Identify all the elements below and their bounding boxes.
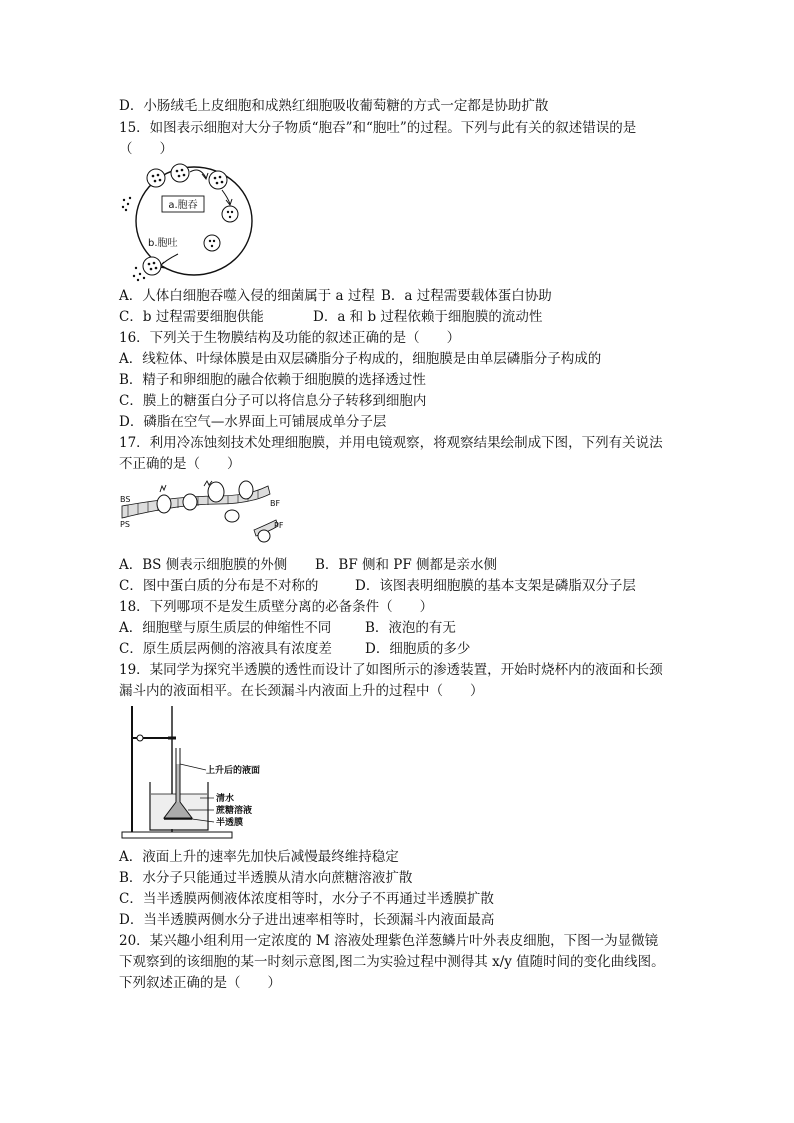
q19-stem-line-1: 19．某同学为探究半透膜的透性而设计了如图所示的渗透装置，开始时烧杯内的液面和长颈 — [119, 662, 663, 678]
q14-option-d: D．小肠绒毛上皮细胞和成熟红细胞吸收葡萄糖的方式一定都是协助扩散 — [119, 98, 549, 114]
endocytosis-exocytosis-figure — [118, 158, 268, 283]
q17-options-ab — [119, 555, 497, 575]
q17-stem-line-1: 17．利用冷冻蚀刻技术处理细胞膜，并用电镜观察，将观察结果绘制成下图，下列有关说法 — [119, 435, 663, 451]
q19-option-d: D．当半透膜两侧水分子进出速率相等时，长颈漏斗内液面最高 — [119, 912, 495, 928]
q19-stem-line-2: 漏斗内的液面相平。在长颈漏斗内液面上升的过程中（ ） — [119, 683, 484, 699]
q17-stem-line-2: 不正确的是（ ） — [119, 456, 241, 472]
q20-stem-line-2: 下观察到的该细胞的某一时刻示意图,图二为实验过程中测得其 x/y 值随时间的变化曲线图。 — [119, 954, 665, 970]
label-water: 清水 — [216, 794, 235, 804]
q15-option-c: C．b 过程需要细胞供能 — [119, 309, 264, 325]
label-endocytosis: a.胞吞 — [168, 200, 198, 211]
q18-stem: 18．下列哪项不是发生质壁分离的必备条件（ ） — [119, 599, 434, 615]
freeze-etch-membrane-figure — [118, 474, 288, 554]
q16-option-d: D．磷脂在空气—水界面上可铺展成单分子层 — [119, 414, 387, 430]
label-sucrose: 蔗糖溶液 — [216, 806, 253, 816]
q19-option-c: C．当半透膜两侧液体浓度相等时，水分子不再通过半透膜扩散 — [119, 891, 494, 907]
q16-stem: 16．下列关于生物膜结构及功能的叙述正确的是（ ） — [119, 330, 461, 346]
label-bf: BF — [270, 499, 281, 508]
label-membrane: 半透膜 — [216, 818, 244, 828]
q17-option-a: A．BS 侧表示细胞膜的外侧 — [119, 557, 288, 573]
label-exocytosis: b.胞吐 — [148, 238, 178, 249]
q16-option-c: C．膜上的糖蛋白分子可以将信息分子转移到细胞内 — [119, 393, 427, 409]
osmosis-apparatus-figure — [118, 702, 288, 842]
q15-option-b: B．a 过程需要载体蛋白协助 — [381, 288, 552, 304]
q15-options-cd — [119, 307, 542, 327]
label-ps: PS — [120, 520, 130, 529]
q15-options-ab — [119, 286, 552, 306]
q20-stem-line-3: 下列叙述正确的是（ ） — [119, 975, 281, 991]
q18-options-ab — [119, 618, 456, 638]
q18-option-a: A．细胞壁与原生质层的伸缩性不同 — [119, 620, 332, 636]
q18-option-b: B．液泡的有无 — [365, 620, 456, 636]
label-bs: BS — [120, 495, 131, 504]
q15-option-a: A．人体白细胞吞噬入侵的细菌属于 a 过程 — [119, 288, 375, 304]
q19-option-b: B．水分子只能通过半透膜从清水向蔗糖溶液扩散 — [119, 870, 413, 886]
label-pf: PF — [274, 521, 284, 530]
q16-option-a: A．线粒体、叶绿体膜是由双层磷脂分子构成的，细胞膜是由单层磷脂分子构成的 — [119, 351, 602, 367]
q19-option-a: A．液面上升的速率先加快后减慢最终维持稳定 — [119, 849, 399, 865]
q18-option-c: C．原生质层两侧的溶液具有浓度差 — [119, 641, 332, 657]
q15-stem-line-2: （ ） — [119, 141, 173, 157]
q17-option-d: D．该图表明细胞膜的基本支架是磷脂双分子层 — [355, 578, 636, 594]
label-risen-level: 上升后的液面 — [206, 766, 261, 776]
q16-option-b: B．精子和卵细胞的融合依赖于细胞膜的选择透过性 — [119, 372, 426, 388]
q18-options-cd — [119, 639, 470, 659]
q17-option-b: B．BF 侧和 PF 侧都是亲水侧 — [315, 557, 498, 573]
q17-option-c: C．图中蛋白质的分布是不对称的 — [119, 578, 319, 594]
q15-option-d: D．a 和 b 过程依赖于细胞膜的流动性 — [313, 309, 543, 325]
q17-options-cd — [119, 576, 636, 596]
q18-option-d: D．细胞质的多少 — [365, 641, 471, 657]
q20-stem-line-1: 20．某兴趣小组利用一定浓度的 M 溶液处理紫色洋葱鳞片叶外表皮细胞，下图一为显微镜 — [119, 933, 659, 949]
q15-stem-line-1: 15．如图表示细胞对大分子物质“胞吞”和“胞吐”的过程。下列与此有关的叙述错误的是 — [119, 120, 637, 136]
